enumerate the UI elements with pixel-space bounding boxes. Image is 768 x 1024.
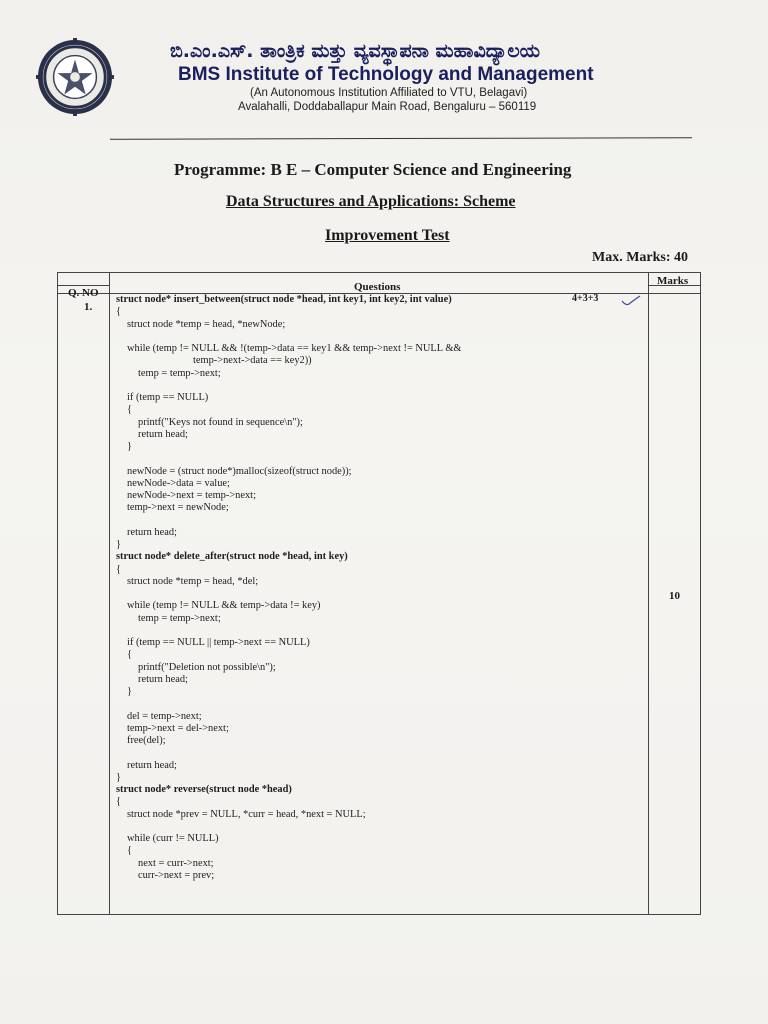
institute-name: BMS Institute of Technology and Management <box>178 64 594 85</box>
code-line: } <box>116 539 121 550</box>
code-line: printf("Deletion not possible\n"); <box>138 661 276 673</box>
code-line: newNode->data = value; <box>127 477 230 489</box>
code-line: { <box>116 796 121 808</box>
subject-title: Data Structures and Applications: Scheme <box>226 193 516 210</box>
code-line: while (temp != NULL && !(temp->data == key1 && temp->next != NULL && <box>127 343 462 354</box>
code-line: curr->next = prev; <box>138 869 215 881</box>
code-line: temp->next = newNode; <box>127 502 229 514</box>
code-line: } <box>116 771 121 783</box>
header-marks: Marks <box>657 275 689 287</box>
code-line: if (temp == NULL) <box>127 392 209 403</box>
code-line: if (temp == NULL || temp->next == NULL) <box>127 637 310 648</box>
marks-scheme: 4+3+3 <box>572 293 599 304</box>
institute-affiliation: (An Autonomous Institution Affiliated to VTU, Belagavi) <box>250 87 528 99</box>
code-line: struct node *temp = head, *newNode; <box>127 318 286 330</box>
code-line: temp = temp->next; <box>138 612 221 624</box>
code-line: newNode = (struct node*)malloc(sizeof(struct node)); <box>127 465 352 477</box>
code-line: newNode->next = temp->next; <box>127 490 256 501</box>
institute-seal-icon <box>36 38 114 116</box>
code-line: del = temp->next; <box>127 710 202 722</box>
code-line: temp = temp->next; <box>138 367 221 379</box>
code-line: } <box>127 686 132 697</box>
checkmark-icon <box>620 295 642 307</box>
code-line: while (curr != NULL) <box>127 833 219 844</box>
code-line: { <box>116 563 121 575</box>
code-line: next = curr->next; <box>138 857 214 869</box>
code-line: temp->next = del->next; <box>127 722 229 734</box>
code-line: struct node *temp = head, *del; <box>127 575 259 587</box>
institute-name-kannada: ಬಿ.ಎಂ.ಎಸ್. ತಾಂತ್ರಿಕ ಮತ್ತು ವ್ಯವಸ್ಥಾಪನಾ ಮಹಾವಿದ್ಯಾಲಯ <box>170 40 540 62</box>
header-divider <box>110 137 692 140</box>
test-title: Improvement Test <box>325 227 450 244</box>
code-line: { <box>127 404 132 416</box>
code-line: return head; <box>138 673 188 685</box>
code-line: return head; <box>127 759 177 771</box>
code-line: { <box>127 845 132 857</box>
table-header-rule-qno <box>58 285 109 286</box>
scheme-table <box>57 272 701 915</box>
code-line: free(del); <box>127 735 166 746</box>
code-line: struct node* delete_after(struct node *head, int key) <box>116 551 348 563</box>
header-qno: Q. NO <box>68 287 99 299</box>
table-divider-qno <box>109 273 110 914</box>
code-line: while (temp != NULL && temp->data != key) <box>127 600 321 612</box>
code-line: temp->next->data == key2)) <box>193 355 312 367</box>
table-divider-marks <box>648 273 649 914</box>
code-line: return head; <box>138 428 188 440</box>
code-line: printf("Keys not found in sequence\n"); <box>138 416 303 428</box>
max-marks: Max. Marks: 40 <box>592 250 689 265</box>
question-number: 1. <box>84 301 93 313</box>
code-line: struct node *prev = NULL, *curr = head, *next = NULL; <box>127 808 366 820</box>
code-line: return head; <box>127 526 177 538</box>
code-line: struct node* reverse(struct node *head) <box>116 784 292 795</box>
programme-title: Programme: B E – Computer Science and Engineering <box>174 160 572 179</box>
question-marks: 10 <box>669 590 680 602</box>
code-line: } <box>127 441 132 452</box>
code-line: struct node* insert_between(struct node *head, int key1, int key2, int value) <box>116 294 452 305</box>
header-questions: Questions <box>354 281 401 293</box>
code-line: { <box>116 306 121 318</box>
code-line: { <box>127 649 132 661</box>
institute-address: Avalahalli, Doddaballapur Main Road, Bengaluru – 560119 <box>238 101 537 113</box>
